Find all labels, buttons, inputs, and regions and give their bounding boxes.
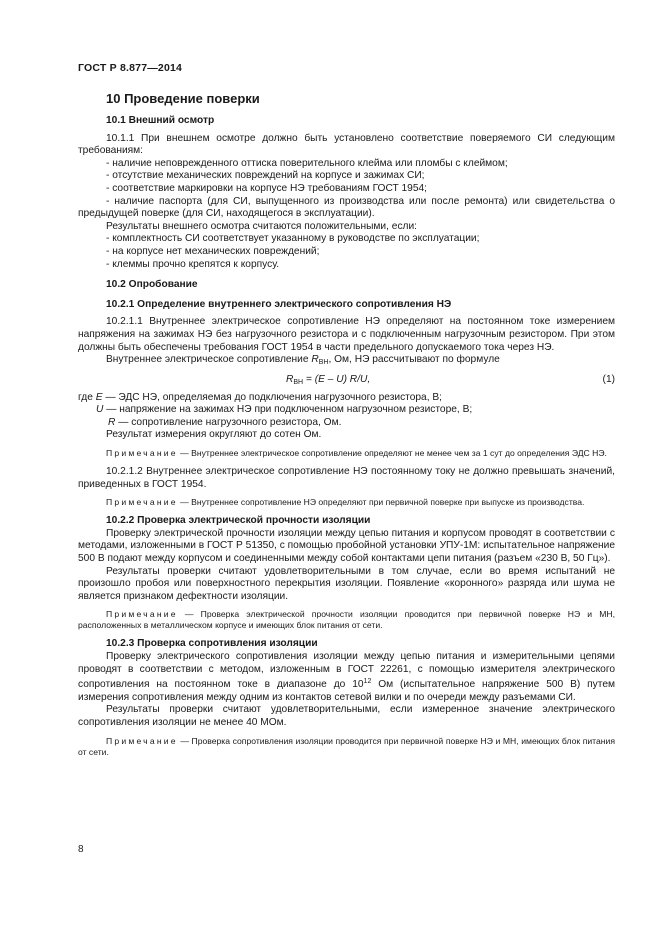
formula-1 <box>78 374 615 388</box>
section-10-2-2-title: 10.2.2 Проверка электрической прочности изоляции <box>106 515 371 527</box>
formula-where-r: R — сопротивление нагрузочного резистора, Ом. <box>108 416 342 428</box>
document-body <box>78 91 615 758</box>
list-item: - наличие неповрежденного оттиска поверительного клейма или пломбы с клеймом; <box>106 157 508 169</box>
paragraph-insulation-strength: Проверку электрической прочности изоляции между цепью питания и корпусом проводят в соответствии с методами, изложенными в ГОСТ Р 51350, с помощью пробойной установки УПУ-1М: испытательное напряжение 500 В подают между корпусом и соединенными между собой контактами цепи питания (разъем «230 В, 50 Гц»). <box>78 527 615 565</box>
list-item: - соответствие маркировки на корпусе НЭ требованиям ГОСТ 1954; <box>106 182 428 194</box>
paragraph-insulation-resistance: Проверку электрического сопротивления изоляции между цепью питания и измерительными цепями проводят в соответствии с методом, изложенным в ГОСТ 22261, с помощью измерителя электрического сопротивления на постоянном токе в диапазоне до $10^{12}$ Ом (испытательное напряжение 500 В) путем измерения сопротивления между одним из контактов сетевой вилки и по очереди между разъемами СИ. <box>78 651 615 703</box>
formula-number: (1) <box>602 373 615 385</box>
paragraph-formula-intro: Внутреннее электрическое сопротивление $R_{ВН}$, Ом, НЭ рассчитывают по формуле <box>106 354 500 367</box>
list-item: - клеммы прочно крепятся к корпусу. <box>106 258 280 270</box>
note-insulation-strength: Примечание — Проверка электрической прочности изоляции проводится при первичной поверке НЭ и МН, расположенных в металлическом корпусе и имеющих блок питания от сети. <box>78 609 615 631</box>
paragraph-insulation-resistance-results: Результаты проверки считают удовлетворительными, если измеренное значение электрического сопротивления изоляции не менее 40 МОм. <box>78 704 615 728</box>
section-10-2-1-title: 10.2.1 Определение внутреннего электрического сопротивления НЭ <box>106 298 452 310</box>
section-10-2-3-title: 10.2.3 Проверка сопротивления изоляции <box>106 638 318 650</box>
list-item: - отсутствие механических повреждений на корпусе и зажимах СИ; <box>106 170 425 182</box>
formula-where-u: U — напряжение на зажимах НЭ при подключенном нагрузочном резисторе, В; <box>96 404 473 416</box>
note-internal-resistance: Примечание — Внутреннее электрическое сопротивление определяют не менее чем за 1 сут до определения ЭДС НЭ. <box>106 448 607 459</box>
list-item: - на корпусе нет механических повреждений; <box>106 245 320 257</box>
paragraph-10-2-1-2: 10.2.1.2 Внутреннее электрическое сопротивление НЭ постоянному току не должно превышать значений, приведенных в ГОСТ 1954. <box>78 466 615 490</box>
paragraph-10-2-1-1: 10.2.1.1 Внутреннее электрическое сопротивление НЭ определяют на постоянном токе измерением напряжения на зажимах НЭ без нагрузочного резистора и с подключенным нагрузочным резистором. При этом должны быть обеспечены требования ГОСТ 1954 в части предельного допускаемого тока через НЭ. <box>78 316 615 353</box>
note-internal-resistance-production: Примечание — Внутреннее сопротивление НЭ определяют при первичной поверке при выпуске из производства. <box>106 497 585 508</box>
list-item-passport: - наличие паспорта (для СИ, выпущенного из производства или после ремонта) или свидетельства о предыдущей поверке (для СИ, находящегося в эксплуатации). <box>78 195 615 220</box>
section-10-2-title: 10.2 Опробование <box>106 279 198 291</box>
paragraph-rounding: Результат измерения округляют до сотен Ом. <box>106 429 322 441</box>
standard-header: ГОСТ Р 8.877—2014 <box>78 62 183 74</box>
paragraph-inspection-results: Результаты внешнего осмотра считаются положительными, если: <box>106 220 418 232</box>
paragraph-insulation-strength-results: Результаты проверки считают удовлетворительными в том случае, если во время испытаний не произошло пробоя или поверхностного перекрытия изоляции. Появление «коронного» разряда или шума не является признаком дефектности изоляции. <box>78 565 615 602</box>
page-number: 8 <box>78 844 84 855</box>
formula-expression: $R_{ВН} = (E - U)$ R/U, <box>286 373 371 386</box>
section-10-title: 10 Проведение поверки <box>106 91 260 106</box>
note-insulation-resistance: Примечание — Проверка сопротивления изоляции проводится при первичной поверке НЭ и МН, имеющих блок питания от сети. <box>78 735 615 757</box>
formula-where-e: где E — ЭДС НЭ, определяемая до подключения нагрузочного резистора, В; <box>78 391 443 403</box>
list-item: - комплектность СИ соответствует указанному в руководстве по эксплуатации; <box>106 233 480 245</box>
section-10-1-title: 10.1 Внешний осмотр <box>106 115 215 126</box>
paragraph-10-1-1: 10.1.1 При внешнем осмотре должно быть установлено соответствие поверяемого СИ следующим требованиям: <box>78 132 615 157</box>
